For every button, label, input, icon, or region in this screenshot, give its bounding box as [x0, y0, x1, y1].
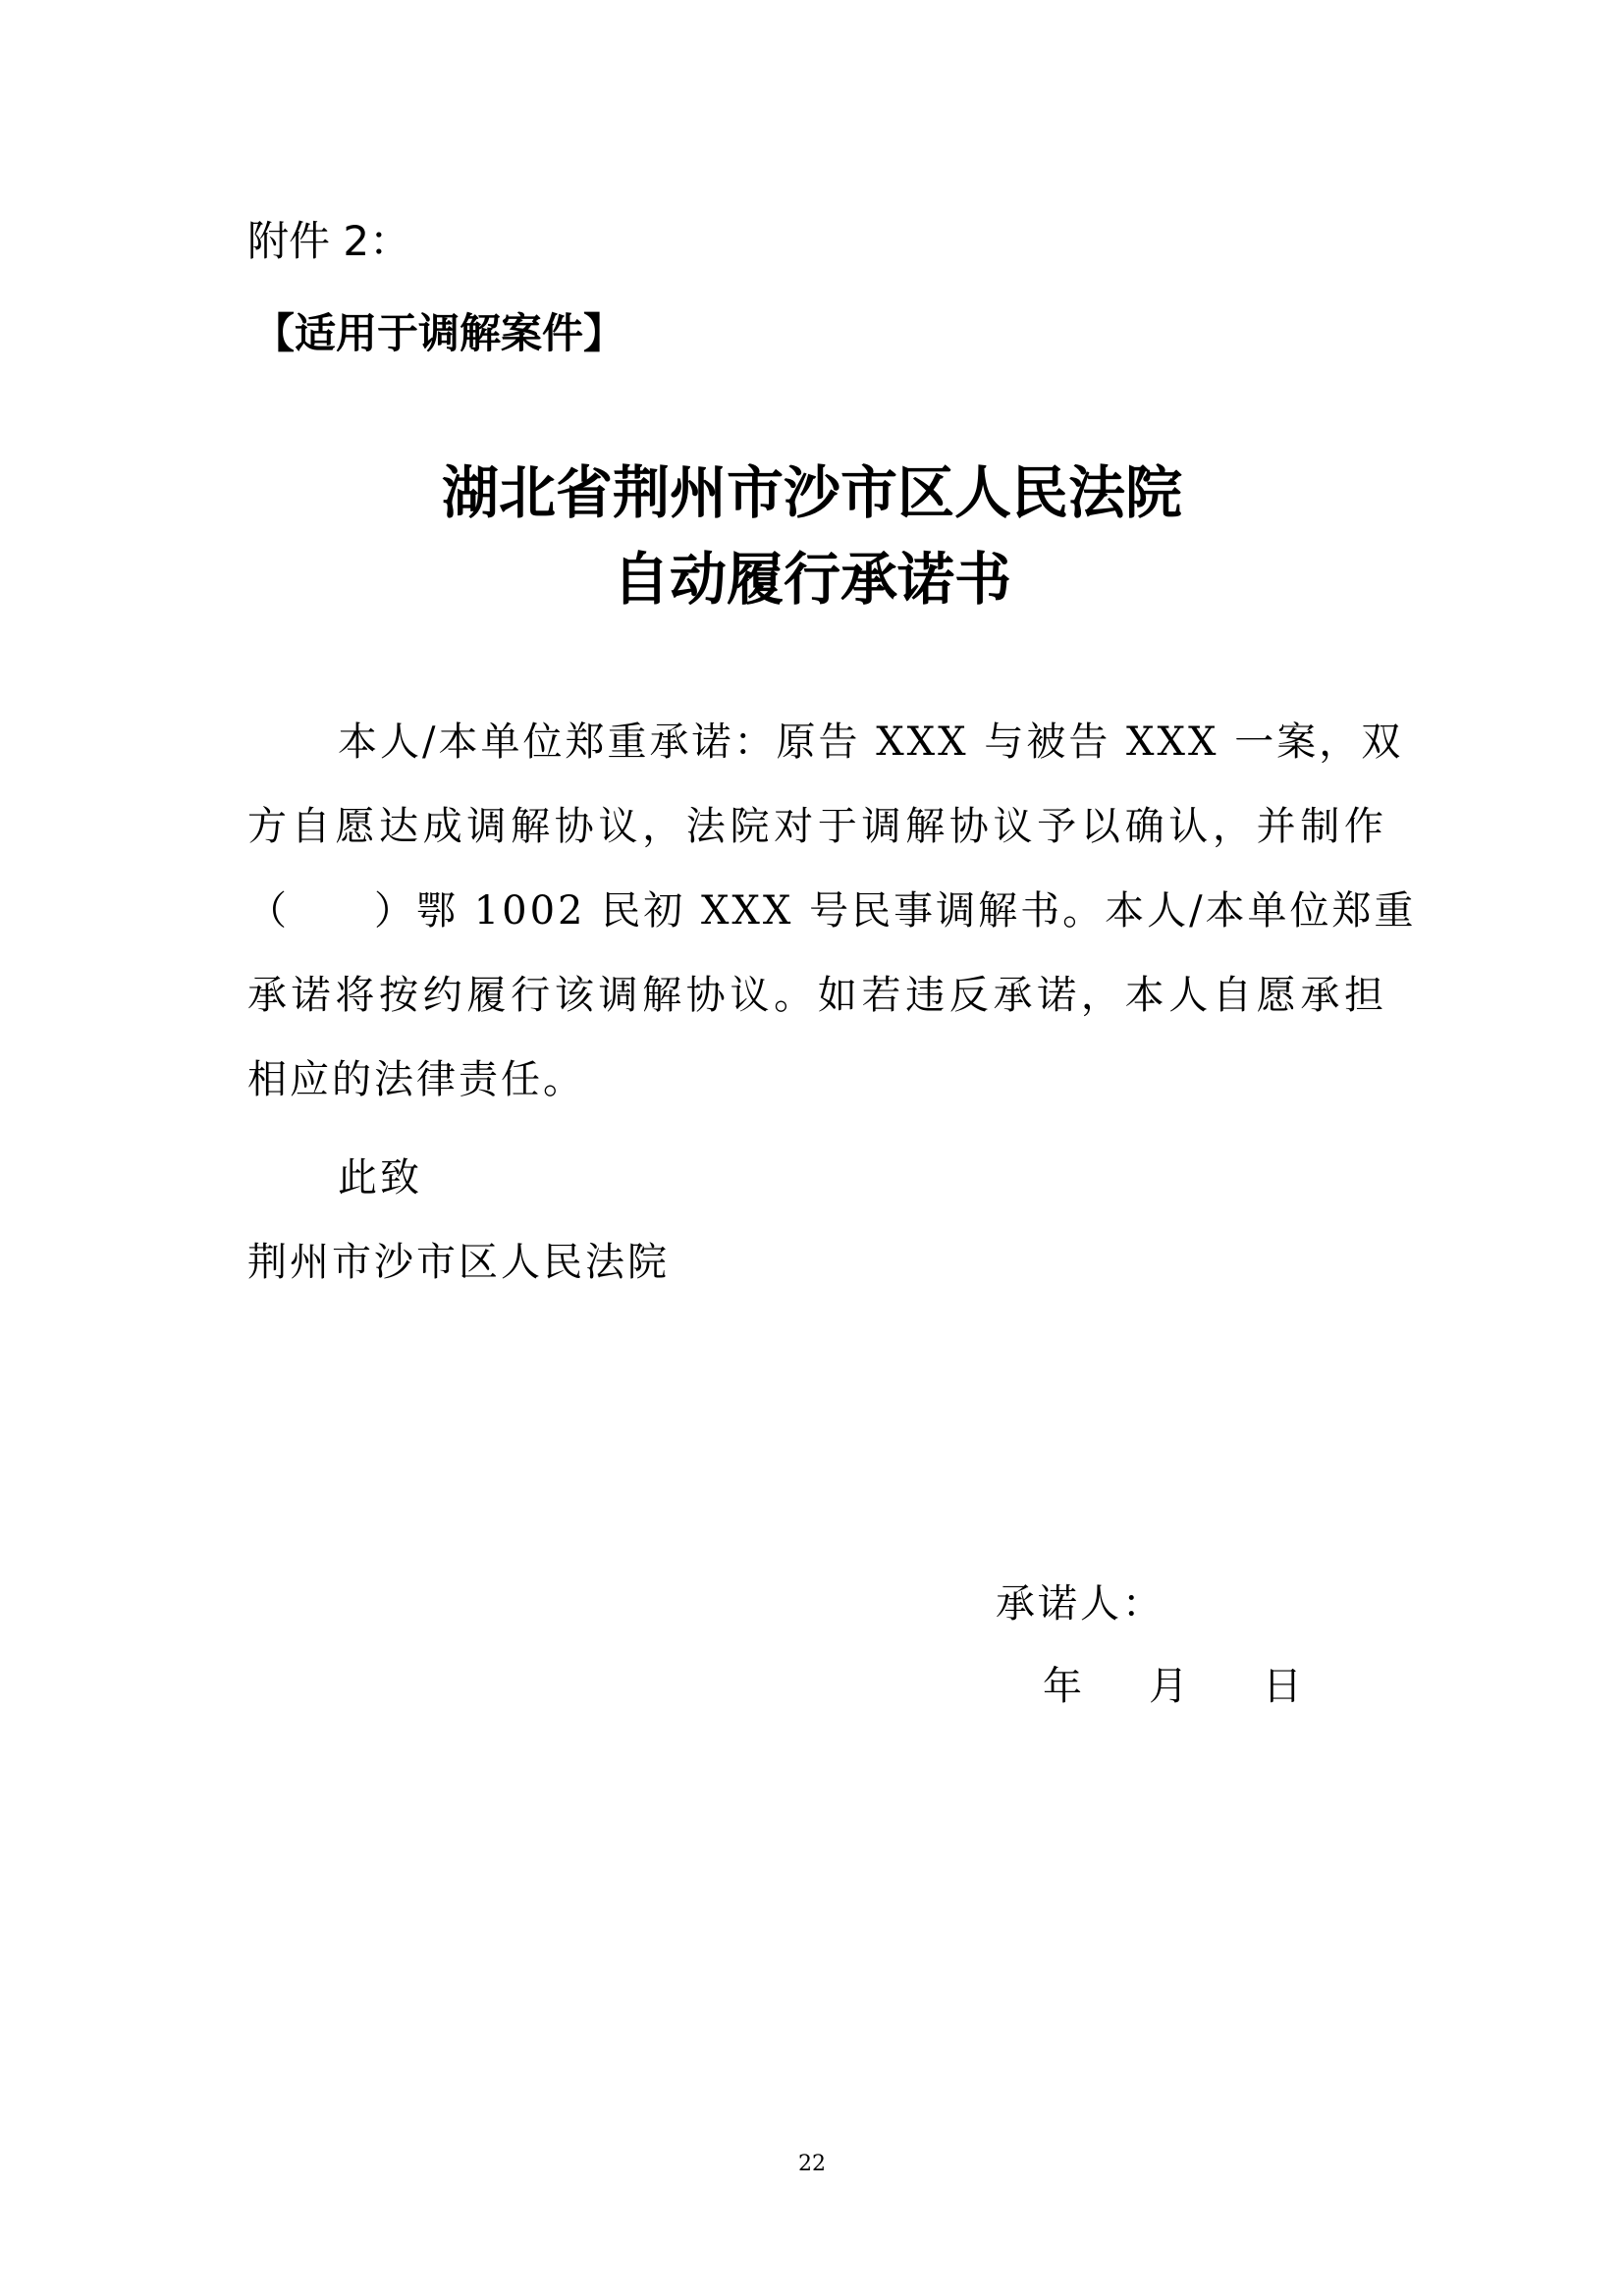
body-line: 承诺将按约履行该调解协议。如若违反承诺，本人自愿承担 [247, 973, 1386, 1018]
attachment-label: 附件 2： [247, 217, 411, 265]
body-line: 本人/本单位郑重承诺：原告 XXX 与被告 XXX 一案，双 [338, 720, 1404, 765]
commitment-body [247, 713, 1417, 1105]
applies-to-label: 【适用于调解案件】 [253, 309, 625, 357]
recipient-court: 荆州市沙市区人民法院 [247, 1240, 670, 1285]
body-line: （ ）鄂 1002 民初 XXX 号民事调解书。本人/本单位郑重 [247, 888, 1417, 934]
document-title: 自动履行承诺书 [612, 546, 1011, 613]
date-day: 日 [1263, 1664, 1302, 1709]
promisor-label: 承诺人： [996, 1581, 1164, 1627]
page-number: 22 [798, 2152, 826, 2176]
body-line: 相应的法律责任。 [247, 1057, 585, 1102]
document-title-court: 湖北省荆州市沙市区人民法院 [441, 459, 1182, 526]
salutation: 此致 [338, 1155, 422, 1201]
date-month: 月 [1149, 1664, 1188, 1709]
body-line: 方自愿达成调解协议，法院对于调解协议予以确认，并制作 [247, 804, 1386, 849]
date-year: 年 [1043, 1664, 1082, 1709]
